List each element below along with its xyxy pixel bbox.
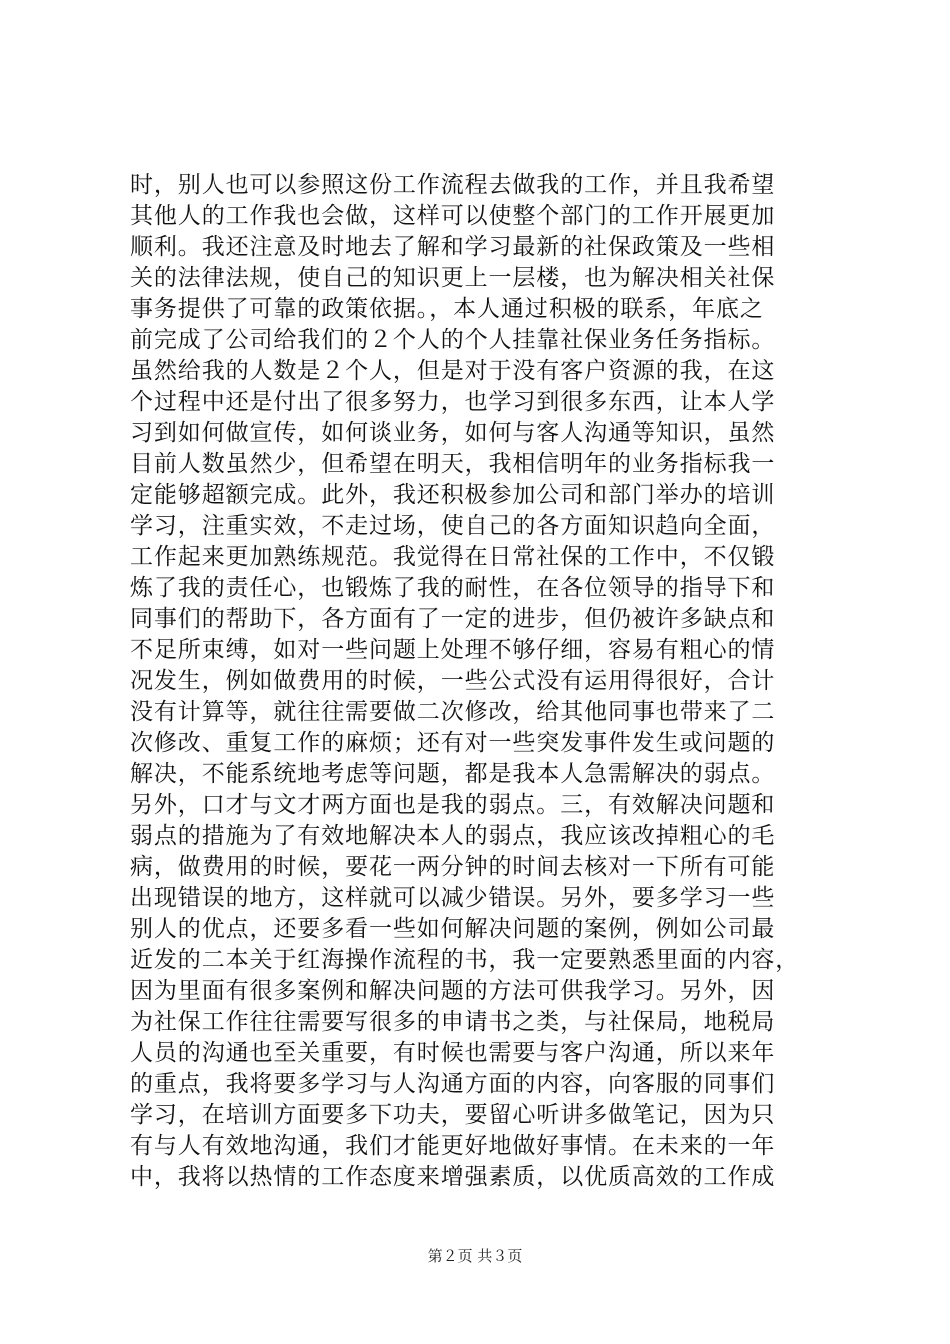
text-line: 工作起来更加熟练规范。我觉得在日常社保的工作中，不仅锻 bbox=[130, 544, 776, 570]
text-line: 况发生，例如做费用的时候，一些公式没有运用得很好，合计 bbox=[130, 668, 776, 694]
text-line: 关的法律法规，使自己的知识更上一层楼，也为解决相关社保 bbox=[130, 265, 776, 291]
text-line: 目前人数虽然少，但希望在明天，我相信明年的业务指标我一 bbox=[130, 451, 776, 477]
text-line: 近发的二本关于红海操作流程的书，我一定要熟悉里面的内容， bbox=[130, 947, 800, 973]
text-line: 中，我将以热情的工作态度来增强素质，以优质高效的工作成 bbox=[130, 1164, 776, 1190]
text-line: 事务提供了可靠的政策依据。，本人通过积极的联系，年底之 bbox=[130, 296, 764, 322]
text-line: 虽然给我的人数是２个人，但是对于没有客户资源的我，在这 bbox=[130, 358, 776, 384]
text-line: 习到如何做宣传，如何谈业务，如何与客人沟通等知识，虽然 bbox=[130, 420, 776, 446]
text-line: 时，别人也可以参照这份工作流程去做我的工作，并且我希望 bbox=[130, 172, 776, 198]
text-line: 解决，不能系统地考虑等问题，都是我本人急需解决的弱点。 bbox=[130, 761, 776, 787]
page-number-footer: 第２页 共３页 bbox=[427, 1247, 523, 1265]
text-line: 顺利。我还注意及时地去了解和学习最新的社保政策及一些相 bbox=[130, 234, 776, 260]
text-line: 弱点的措施为了有效地解决本人的弱点，我应该改掉粗心的毛 bbox=[130, 823, 776, 849]
text-line: 没有计算等，就往往需要做二次修改，给其他同事也带来了二 bbox=[130, 699, 776, 725]
text-line: 个过程中还是付出了很多努力，也学习到很多东西，让本人学 bbox=[130, 389, 776, 415]
text-line: 有与人有效地沟通，我们才能更好地做好事情。在未来的一年 bbox=[130, 1133, 776, 1159]
text-line: 的重点，我将要多学习与人沟通方面的内容，向客服的同事们 bbox=[130, 1071, 776, 1097]
text-line: 炼了我的责任心，也锻炼了我的耐性，在各位领导的指导下和 bbox=[130, 575, 776, 601]
text-line: 因为里面有很多案例和解决问题的方法可供我学习。另外，因 bbox=[130, 978, 776, 1004]
text-line: 人员的沟通也至关重要，有时候也需要与客户沟通，所以来年 bbox=[130, 1040, 776, 1066]
text-line: 定能够超额完成。此外，我还积极参加公司和部门举办的培训 bbox=[130, 482, 776, 508]
text-line: 为社保工作往往需要写很多的申请书之类，与社保局，地税局 bbox=[130, 1009, 776, 1035]
document-body bbox=[130, 170, 830, 1193]
text-line: 别人的优点，还要多看一些如何解决问题的案例，例如公司最 bbox=[130, 916, 776, 942]
text-line: 另外，口才与文才两方面也是我的弱点。三，有效解决问题和 bbox=[130, 792, 776, 818]
text-line: 不足所束缚，如对一些问题上处理不够仔细，容易有粗心的情 bbox=[130, 637, 776, 663]
text-line: 学习，在培训方面要多下功夫，要留心听讲多做笔记，因为只 bbox=[130, 1102, 776, 1128]
text-line: 病，做费用的时候，要花一两分钟的时间去核对一下所有可能 bbox=[130, 854, 776, 880]
text-line: 同事们的帮助下，各方面有了一定的进步，但仍被许多缺点和 bbox=[130, 606, 776, 632]
text-line: 次修改、重复工作的麻烦；还有对一些突发事件发生或问题的 bbox=[130, 730, 776, 756]
text-line: 前完成了公司给我们的２个人的个人挂靠社保业务任务指标。 bbox=[130, 327, 776, 353]
text-line: 出现错误的地方，这样就可以减少错误。另外，要多学习一些 bbox=[130, 885, 776, 911]
text-line: 其他人的工作我也会做，这样可以使整个部门的工作开展更加 bbox=[130, 203, 776, 229]
text-line: 学习，注重实效，不走过场，使自己的各方面知识趋向全面， bbox=[130, 513, 776, 539]
